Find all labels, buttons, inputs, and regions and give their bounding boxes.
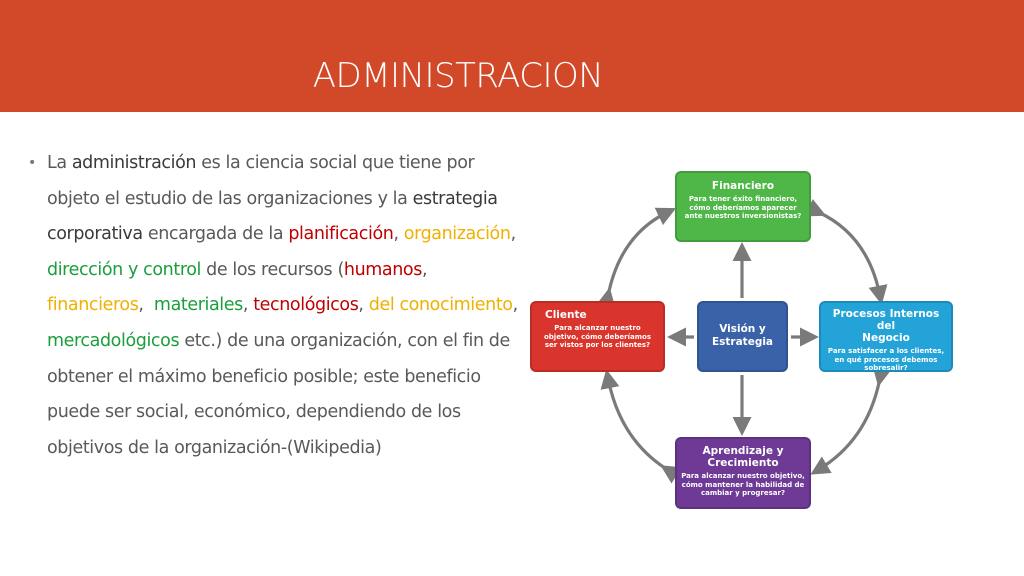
vision-title-line1: Visión y [719,323,766,335]
term-tecnologicos: tecnológicos [253,295,359,316]
text-segment: es la ciencia social que tiene por objeto el estudio de las organizaciones y la [47,153,475,209]
cliente-title: Cliente [545,309,587,321]
vision-estrategia-box [697,301,788,372]
text-segment: , [393,224,404,245]
term-materiales: materiales [153,295,243,316]
financiero-box [675,171,811,242]
term-mercadologicos: mercadológicos [47,330,180,351]
text-segment: , [242,295,254,316]
paragraph [28,146,518,466]
text-segment: etc.) de una organización, con el fin de obtener el máximo beneficio posible; este beneficio puede ser social, económico, dependiendo de los objetivos de la organización-(Wikipedia) [47,330,510,458]
text-segment: , [421,259,428,280]
cliente-box [530,301,665,372]
term-administracion: administración [71,153,197,173]
arrow-aprendizaje-cliente [608,378,668,470]
arrow-procesos-aprendizaje [818,378,880,470]
term-del-conocimiento: del conocimiento [368,295,513,316]
procesos-box [819,301,953,372]
slide-title: ADMINISTRACION [312,56,604,96]
term-humanos: humanos [343,259,422,280]
arrow-cliente-financiero [608,212,668,296]
text-segment: La [47,153,72,173]
procesos-title-line1: Procesos Internos del [832,308,940,332]
aprendizaje-box [675,437,811,509]
arrow-financiero-procesos [818,212,880,296]
cliente-description: Para alcanzar nuestro objetivo, cómo deberíamos ser vistos por los clientes? [543,324,652,349]
term-planificacion: planificación [288,224,394,245]
text-segment: , [512,295,518,316]
bullet-glyph: • [28,155,36,171]
financiero-title: Financiero [711,180,775,192]
text-segment: , [510,224,516,245]
body-text [28,146,518,466]
text-segment: , [138,295,154,316]
procesos-description: Para satisfacer a los clientes, en qué procesos debemos sobresalir? [827,347,945,372]
text-segment: de los recursos ( [201,259,344,280]
text-segment: , [358,295,369,316]
aprendizaje-title-line1: Aprendizaje y [702,445,784,457]
term-financieros: financieros [47,295,139,316]
term-direccion-y-control: dirección y control [47,259,201,280]
text-segment: encargada de la [142,224,289,245]
financiero-description: Para tener éxito financiero, cómo deberíamos aparecer ante nuestros inversionistas? [684,195,802,220]
vision-title-line2: Estrategia [711,336,774,348]
term-organizacion: organización [403,224,511,245]
aprendizaje-description: Para alcanzar nuestro objetivo, cómo mantener la habilidad de cambiar y progresar? [681,472,805,497]
procesos-title-line2: Negocio [862,332,910,344]
aprendizaje-title-line2: Crecimiento [707,457,779,469]
term-estrategia-corporativa: estrategia corporativa [47,188,498,245]
